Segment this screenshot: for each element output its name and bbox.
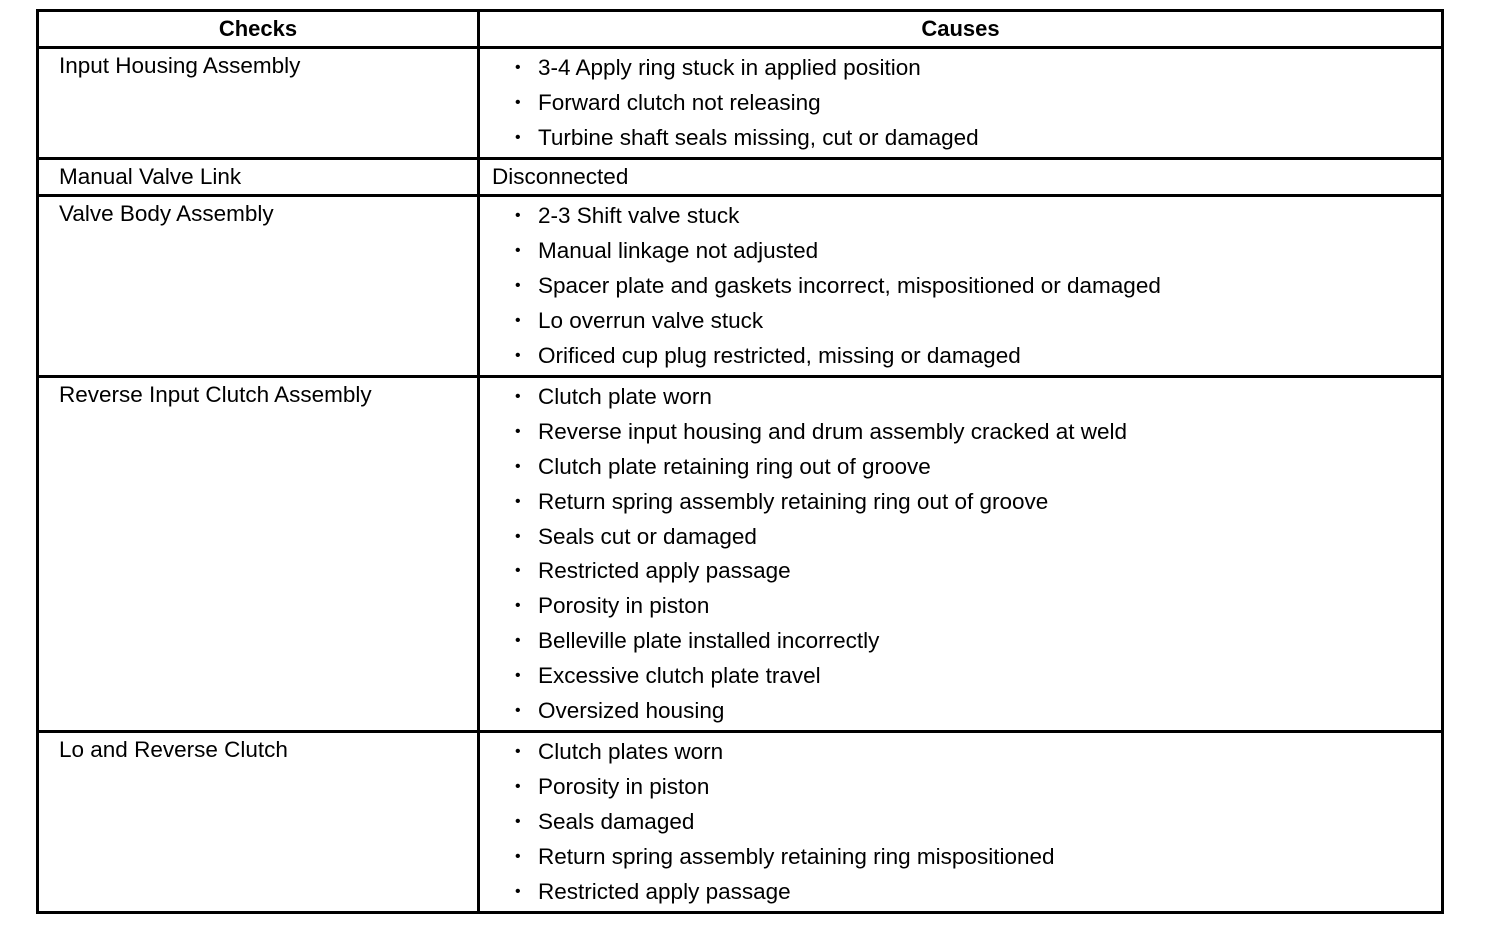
cause-item xyxy=(515,199,1441,234)
cause-text: Reverse input housing and drum assembly cracked at weld xyxy=(538,419,1128,445)
check-cell: Manual Valve Link xyxy=(38,159,479,196)
cause-text: Spacer plate and gaskets incorrect, mispositioned or damaged xyxy=(538,272,1161,298)
cause-item xyxy=(515,86,1441,121)
check-cell: Reverse Input Clutch Assembly xyxy=(38,377,479,732)
cause-text: Seals damaged xyxy=(538,808,695,834)
bullet-icon: • xyxy=(515,527,521,545)
causes-cell xyxy=(479,196,1443,377)
causes-column-header: Causes xyxy=(479,11,1443,48)
bullet-icon: • xyxy=(515,597,521,615)
bullet-icon: • xyxy=(515,847,521,865)
bullet-icon: • xyxy=(515,346,521,364)
cause-text: Belleville plate installed incorrectly xyxy=(538,627,880,653)
bullet-icon: • xyxy=(515,128,521,146)
causes-cell xyxy=(479,732,1443,913)
cause-item xyxy=(515,415,1441,450)
table-row xyxy=(38,732,1443,913)
causes-cell xyxy=(479,377,1443,732)
cause-text: Restricted apply passage xyxy=(538,558,791,584)
bullet-icon: • xyxy=(515,311,521,329)
cause-text: Seals cut or damaged xyxy=(538,523,757,549)
cause-item xyxy=(515,875,1441,910)
bullet-icon: • xyxy=(515,562,521,580)
cause-text: Return spring assembly retaining ring out of groove xyxy=(538,488,1049,514)
cause-text: Restricted apply passage xyxy=(538,878,791,904)
checks-column-header: Checks xyxy=(38,11,479,48)
cause-item xyxy=(515,339,1441,374)
table-row xyxy=(38,159,1443,196)
bullet-icon: • xyxy=(515,882,521,900)
bullet-icon: • xyxy=(515,701,521,719)
bullet-icon: • xyxy=(515,631,521,649)
cause-item xyxy=(515,380,1441,415)
cause-item xyxy=(515,234,1441,269)
cause-text: Porosity in piston xyxy=(538,774,710,800)
causes-list xyxy=(515,51,1441,155)
cause-item xyxy=(515,269,1441,304)
cause-text: Clutch plates worn xyxy=(538,739,724,765)
check-cell: Input Housing Assembly xyxy=(38,48,479,159)
bullet-icon: • xyxy=(515,59,521,76)
cause-text: 3-4 Apply ring stuck in applied position xyxy=(538,55,921,80)
bullet-icon: • xyxy=(515,93,521,111)
cause-item xyxy=(515,121,1441,156)
cause-text: Clutch plate retaining ring out of groove xyxy=(538,453,931,479)
cause-text: Porosity in piston xyxy=(538,593,710,619)
table-row xyxy=(38,196,1443,377)
causes-cell: Disconnected xyxy=(479,159,1443,196)
bullet-icon: • xyxy=(515,778,521,796)
cause-text: Turbine shaft seals missing, cut or damaged xyxy=(538,124,979,150)
cause-text: Manual linkage not adjusted xyxy=(538,238,819,264)
table-row xyxy=(38,377,1443,732)
causes-list xyxy=(515,199,1441,373)
cause-item xyxy=(515,520,1441,555)
cause-item xyxy=(515,554,1441,589)
cause-item xyxy=(515,589,1441,624)
cause-item xyxy=(515,735,1441,770)
cause-item xyxy=(515,659,1441,694)
bullet-icon: • xyxy=(515,457,521,475)
cause-item xyxy=(515,624,1441,659)
cause-item xyxy=(515,485,1441,520)
cause-text: Clutch plate worn xyxy=(538,384,712,410)
bullet-icon: • xyxy=(515,492,521,510)
cause-item xyxy=(515,840,1441,875)
cause-item xyxy=(515,805,1441,840)
check-cell: Lo and Reverse Clutch xyxy=(38,732,479,913)
table-row xyxy=(38,48,1443,159)
bullet-icon: • xyxy=(515,666,521,684)
cause-item xyxy=(515,694,1441,729)
cause-text: Forward clutch not releasing xyxy=(538,89,821,115)
cause-text: Lo overrun valve stuck xyxy=(538,307,764,333)
bullet-icon: • xyxy=(515,423,521,441)
cause-item xyxy=(515,51,1441,86)
bullet-icon: • xyxy=(515,242,521,260)
diagnosis-table-container xyxy=(36,9,1444,914)
cause-item xyxy=(515,770,1441,805)
bullet-icon: • xyxy=(515,207,521,225)
cause-text: Oversized housing xyxy=(538,697,725,723)
causes-list xyxy=(515,380,1441,728)
bullet-icon: • xyxy=(515,812,521,830)
causes-cell xyxy=(479,48,1443,159)
bullet-icon: • xyxy=(515,276,521,294)
bullet-icon: • xyxy=(515,388,521,406)
cause-item xyxy=(515,450,1441,485)
cause-text: Return spring assembly retaining ring mispositioned xyxy=(538,843,1055,869)
checks-causes-table xyxy=(36,9,1444,914)
check-cell: Valve Body Assembly xyxy=(38,196,479,377)
causes-list xyxy=(515,735,1441,909)
cause-text: Excessive clutch plate travel xyxy=(538,662,821,688)
bullet-icon: • xyxy=(515,743,521,761)
table-header-row xyxy=(38,11,1443,48)
cause-text: Orificed cup plug restricted, missing or damaged xyxy=(538,342,1021,368)
cause-item xyxy=(515,304,1441,339)
cause-text: 2-3 Shift valve stuck xyxy=(538,203,740,229)
